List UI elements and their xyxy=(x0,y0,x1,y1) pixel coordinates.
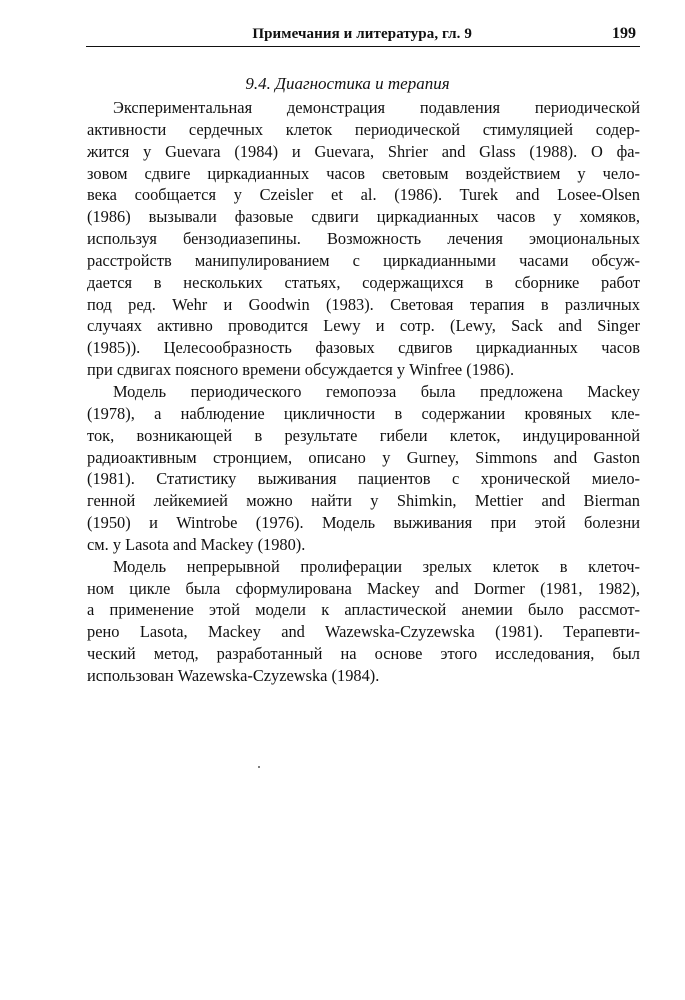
text-line: дается в нескольких статьях, содержащихся в сборнике работ xyxy=(87,272,640,292)
text-line: (1978), а наблюдение цикличности в содержании кровяных кле- xyxy=(87,403,640,423)
text-line: использован Wazewska-Czyzewska (1984). xyxy=(87,665,380,685)
text-line: ток, возникающей в результате гибели клеток, индуцированной xyxy=(87,425,640,445)
text-line: (1981). Статистику выживания пациентов с хронической миело- xyxy=(87,469,640,489)
text-line: ческий метод, разработанный на основе этого исследования, был xyxy=(87,644,640,664)
body-text xyxy=(87,97,640,687)
text-line: Модель непрерывной пролиферации зрелых клеток в клеточ- xyxy=(113,556,640,576)
text-line: зовом сдвиге циркадианных часов световым воздействием у чело- xyxy=(87,163,640,183)
paragraph-1 xyxy=(87,97,640,381)
paragraph-2 xyxy=(87,381,640,556)
text-line: генной лейкемией можно найти у Shimkin, Mettier and Bierman xyxy=(87,491,640,511)
text-line: под ред. Wehr и Goodwin (1983). Световая терапия в различных xyxy=(87,294,640,314)
text-line: Модель периодического гемопоэза была предложена Mackey xyxy=(113,381,640,401)
text-line: (1950) и Wintrobe (1976). Модель выживания при этой болезни xyxy=(87,513,640,533)
text-line: используя бензодиазепины. Возможность лечения эмоциональных xyxy=(87,229,640,249)
text-line: жится у Guevara (1984) и Guevara, Shrier and Glass (1988). О фа- xyxy=(87,141,640,161)
section-heading: 9.4. Диагностика и терапия xyxy=(245,74,450,93)
text-line: (1986) вызывали фазовые сдвиги циркадианных часов у хомяков, xyxy=(87,207,640,227)
text-line: см. у Lasota and Mackey (1980). xyxy=(87,534,306,554)
paragraph-3 xyxy=(87,556,640,687)
running-title: Примечания и литература, гл. 9 xyxy=(252,26,472,42)
text-line: случаях активно проводится Lewy и сотр. (Lewy, Sack and Singer xyxy=(87,316,640,336)
text-line: при сдвигах поясного времени обсуждается у Winfree (1986). xyxy=(87,360,515,380)
text-line: (1985)). Целесообразность фазовых сдвигов циркадианных часов xyxy=(87,338,640,358)
text-line: расстройств манипулированием с циркадианными часами обсуж- xyxy=(87,250,640,270)
text-line: ном цикле была сформулирована Mackey and Dormer (1981, 1982), xyxy=(87,578,640,598)
text-line: радиоактивным стронцием, описано у Gurney, Simmons and Gaston xyxy=(87,447,640,467)
text-line: Экспериментальная демонстрация подавления периодической xyxy=(113,98,640,117)
page-number: 199 xyxy=(612,25,636,42)
text-line: века сообщается у Czeisler et al. (1986). Turek and Losee-Olsen xyxy=(87,185,640,205)
print-speck xyxy=(258,766,260,768)
text-line: а применение этой модели к апластической анемии было рассмот- xyxy=(87,600,640,620)
text-line: рено Lasota, Mackey and Wazewska-Czyzewska (1981). Терапевти- xyxy=(87,622,640,642)
running-head xyxy=(86,24,640,47)
text-line: активности сердечных клеток периодической стимуляцией содер- xyxy=(87,119,640,139)
